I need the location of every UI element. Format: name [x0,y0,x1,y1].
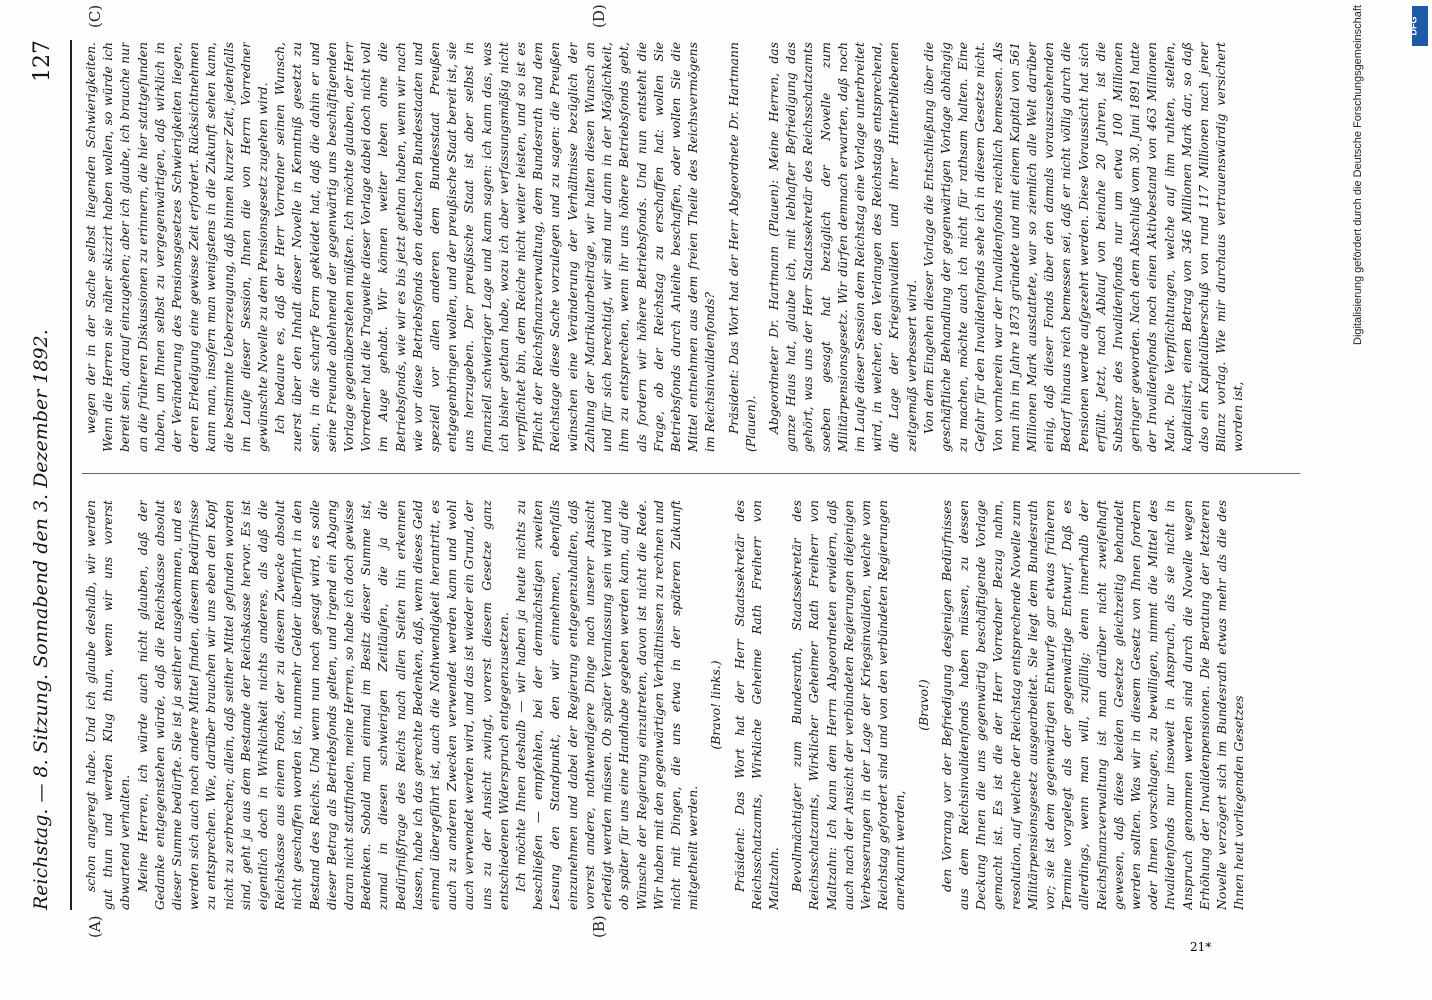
paragraph: Meine Herren, ich würde auch nicht glauben, daß der Gedanke entgegenstehen würde, daß die Reichskasse absolut dieser Summe bedürfte. Sie ist ja seither ausgekommen, und es werden sich auch noch andere Mittel finden, diesem Bedürfnisse zu entsprechen. Wie, darüber brauchen wir uns eben den Kopf nicht zu zerbrechen; allein, daß seither Mittel gefunden worden sind, geht ja aus dem Bestande der Reichskasse hervor. Es ist eigentlich doch in Wirklichkeit nichts anderes, als daß die Reichskasse aus einem Fonds, der zu diesem Zwecke absolut nicht geschaffen worden ist, nunmehr Gelder überführt in den Bestand des Reichs. Und wenn nun noch gesagt wird, es solle dieser Betrag als Betriebsfonds gelten, und irgend ein Abgang daran nicht stattfinden, meine Herren, so habe ich doch gewisse Bedenken. Sobald man einmal im Besitz dieser Summe ist, zumal in diesen schwierigen Zeitläufen, die ja die Bedürfnißfrage des Reichs nach allen Seiten hin erkennen lassen, habe ich das gerechte Bedenken, daß, wenn dieses Geld einmal übergeführt ist, auch die Nothwendigkeit herantritt, es auch zu anderen Zwecken verwendet werden kann und wohl auch verwendet werden wird, und das ist wieder ein Grund, der uns zu der Ansicht zwingt, vorerst diesem Gesetze ganz entschiedenen Widerspruch entgegenzusetzen. [134,500,511,910]
speaker-paragraph: Präsident: Das Wort hat der Herr Abgeordnete Dr. Hartmann (Plauen). [725,42,758,452]
margin-marker-c: (C) [86,4,104,28]
paragraph: wegen der in der Sache selbst liegenden Schwierigkeiten. Wenn die Herren sie näher skizzirt haben wollen, so würde ich bereit sein, darauf einzugehen; aber ich glaube, ich brauche nur an die früheren Diskussionen zu erinnern, die hier stattgefunden haben, um Ihnen selbst zu vergegenwärtigen, daß wirklich in der Veränderung des Pensionsgesetzes Schwierigkeiten liegen, deren Erledigung eine gewisse Zeit erfordert. Rücksichtnehmen kann man, insofern man wenigstens in die Zukunft sehen kann, die bestimmte Ueberzeugung, daß binnen kurzer Zeit, jedenfalls im Laufe dieser Session, Ihnen die von Herrn Vorredner gewünschte Novelle zu dem Pensionsgesetz zugehen wird. [83,42,271,452]
dfg-notice [1342,5,1382,1000]
margin-marker-a: (A) [86,915,104,938]
left-column [82,500,1300,910]
margin-marker-b: (B) [590,915,608,938]
applause-note: (Bravo! links.) [708,660,724,750]
applause-note: (Bravo!) [915,679,931,731]
paragraph: schon angeregt habe. Und ich glaube deshalb, wir werden gut thun und werden Klug thun, wenn wir uns vorerst abwartend verhalten. [83,500,133,910]
signature-mark: 21* [1190,940,1212,954]
speaker-paragraph: Abgeordneter Dr. Hartmann (Plauen): Meine Herren, das ganze Haus hat, glaube ich, mit lebhafter Befriedigung das gehört, was uns der Herr Staatssekretär des Reichsschatzamts soeben gesagt hat bezüglich der Novelle zum Militärpensionsgesetz. Wir dürfen demnach erwarten, daß noch im Laufe dieser Session dem Reichstag eine Vorlage unterbreitet wird, in welcher, den Verlangen des Reichstags entsprechend, die Lage der Kriegsinvaliden und ihrer Hinterbliebenen zeitgemäß verbessert wird. [765,42,919,452]
page-number: 127 [30,40,55,82]
margin-marker-d: (D) [590,4,608,28]
right-column [82,42,1300,452]
column-divider [82,473,1300,474]
speaker-paragraph: Bevollmächtigter zum Bundesrath, Staatssekretär des Reichsschatzamts, Wirklicher Geheimer Rath Freiherr von Maltzahn: Ich kann dem Herrn Abgeordneten erwidern, daß auch nach der Ansicht der verbündeten Regierungen diejenigen Verbesserungen in der Lage der Kriegsinvaliden, welche vom Reichstag gefordert sind und von den verbündeten Regierungen anerkannt werden, [789,500,908,910]
paragraph: Ich möchte Ihnen deshalb — wir haben ja heute nichts zu beschließen — empfehlen, bei der demnächstigen zweiten Lesung den Standpunkt, den wir einnehmen, ebenfalls einzunehmen und dabei der Regierung entgegenzuhalten, daß vorerst andere, nothwendigere Dinge nach unserer Ansicht erledigt werden müssen. Ob später Veranlassung sein wird und ob später für uns eine Handhabe gegeben werden kann, auf die Wünsche der Regierung einzutreten, davon ist nicht die Rede. Wir haben mit den gegenwärtigen Verhältnissen zu rechnen und nicht mit Dingen, die uns etwa in der späteren Zukunft mitgetheilt werden. [513,500,701,910]
dfg-logo-text: DFG [1408,16,1419,36]
dfg-logo [1408,6,1428,46]
paragraph: Von dem Eingehen dieser Vorlage die Entschließung über die geschäftliche Behandlung der gegenwärtigen Vorlage abhängig zu machen, möchte auch ich nicht für rathsam halten. Eine Gefahr für den Invalidenfonds sehe ich in diesem Gesetze nicht. Von vornherein war der Invalidenfonds reichlich bemessen. Als man ihn im Jahre 1873 gründete und mit einem Kapital von 561 Millionen Mark ausstattete, war so ziemlich alle Welt darüber einig, daß dieser Fonds über den damals vorauszusehenden Bedarf hinaus reich bemessen sei, daß er nicht völlig durch die Pensionen werde aufgezehrt werden. Diese Voraussicht hat sich erfüllt. Jetzt, nach Ablauf von beinahe 20 Jahren, ist die Substanz des Invalidenfonds nur um etwa 100 Millionen geringer geworden. Nach dem Abschluß vom 30. Juni 1891 hatte der Invalidenfonds noch einen Aktivbestand von 463 Millionen Mark. Die Verpflichtungen, welche auf ihm ruhten, stellen, kapitalisirt, einen Betrag von 346 Millionen Mark dar, so daß also ein Kapitalüberschuß von rund 117 Millionen nach jener Bilanz vorlag. Wie mir durchaus vertrauenswürdig versichert worden ist, [920,42,1246,452]
paragraph: den Vorrang vor der Befriedigung desjenigen Bedürfnisses aus dem Reichsinvalidenfonds haben müssen, zu dessen Deckung Ihnen die uns gegenwärtig beschäftigende Vorlage gemacht ist. Es ist die der Herr Vorredner Bezug nahm, resolution, auf welche der Reichstag entsprechende Novelle zum Militärpensionsgesetz ausgearbeitet. Sie liegt dem Bundesrath vor; sie ist dem gegenwärtigen Entwurfe gar etwas früheren Termine vorgelegt als der gegenwärtige Entwurf. Daß es allerdings, wenn man will, zufällig; denn innerhalb der Reichsfinanzverwaltung ist man darüber nicht zweifelhaft gewesen, daß diese beiden Gesetze gleichzeitig behandelt werden sollten. Was wir in diesem Gesetz von Ihnen fordern oder Ihnen vorschlagen, zu bewilligen, nimmt die Mittel des Invalidenfonds nur insoweit in Anspruch, als sie nicht in Anspruch genommen werden sind durch die Novelle wegen Erhöhung der Invalidenpensionen. Die Beratung der letzteren Novelle verzögert sich im Bundesrath etwas mehr als die des Ihnen heut vorliegenden Gesetzes [938,500,1247,910]
dfg-notice-text: Digitalisierung gefördert durch die Deutsche Forschungsgemeinschaft [1352,5,1364,345]
speaker-paragraph: Präsident: Das Wort hat der Herr Staatssekretär des Reichsschatzamts, Wirkliche Geheime Rath Freiherr von Maltzahn. [731,500,781,910]
header-rule [70,40,72,910]
running-head: Reichstag. — 8. Sitzung. Sonnabend den 3. Dezember 1892. [30,329,52,910]
page-header [30,40,64,910]
paragraph: Ich bedaure es, daß der Herr Vorredner seinen Wunsch, zuerst über den Inhalt dieser Novelle in Kenntniß gesetzt zu sein, in die scharfe Form gekleidet hat, daß die dahin er und seine Freunde ablehnend der gegenwärtig uns beschäftigenden Vorlage gegenüberstehen müßten. Ich möchte glauben, der Herr Vorredner hat die Tragweite dieser Vorlage dabei doch nicht voll im Auge gehabt. Wir können weiter leben ohne die Betriebsfonds, wie wir es bis jetzt gethan haben, wenn wir nach wie vor diese Betriebsfonds den deutschen Bundesstaaten und speziell vor allen anderen dem Bundesstaat Preußen entgegenbringen wollen, und der preußische Staat bereit ist, sie uns herzugeben. Der preußische Staat ist aber selbst in finanziell schwieriger Lage und kann sagen: ich kann das, was ich bisher gethan habe, wozu ich aber verfassungsmäßig nicht verpflichtet bin, dem Reiche nicht weiter leisten, und so ist es Pflicht der Reichsfinanzverwaltung, dem Bundesrath und dem Reichstage diese Sache vorzulegen und zu sagen: die Preußen wünschen eine Veränderung der Verhältnisse bezüglich der Zahlung der Matrikularbeiträge, wir halten diesen Wunsch an und für sich berechtigt, wir sind nur dann in der Möglichkeit, ihm zu entsprechen, wenn ihr uns höhere Betriebsfonds gebt, als fordern wir höhere Betriebsfonds. Und nun entsteht die Frage, ob der Reichstag zu erschaffen hat: wollen Sie Betriebsfonds durch Anleihe beschaffen, oder wollen Sie die Mittel entnehmen aus dem freien Theile des Reichsvermögens im Reichsinvalidenfonds? [272,42,718,452]
